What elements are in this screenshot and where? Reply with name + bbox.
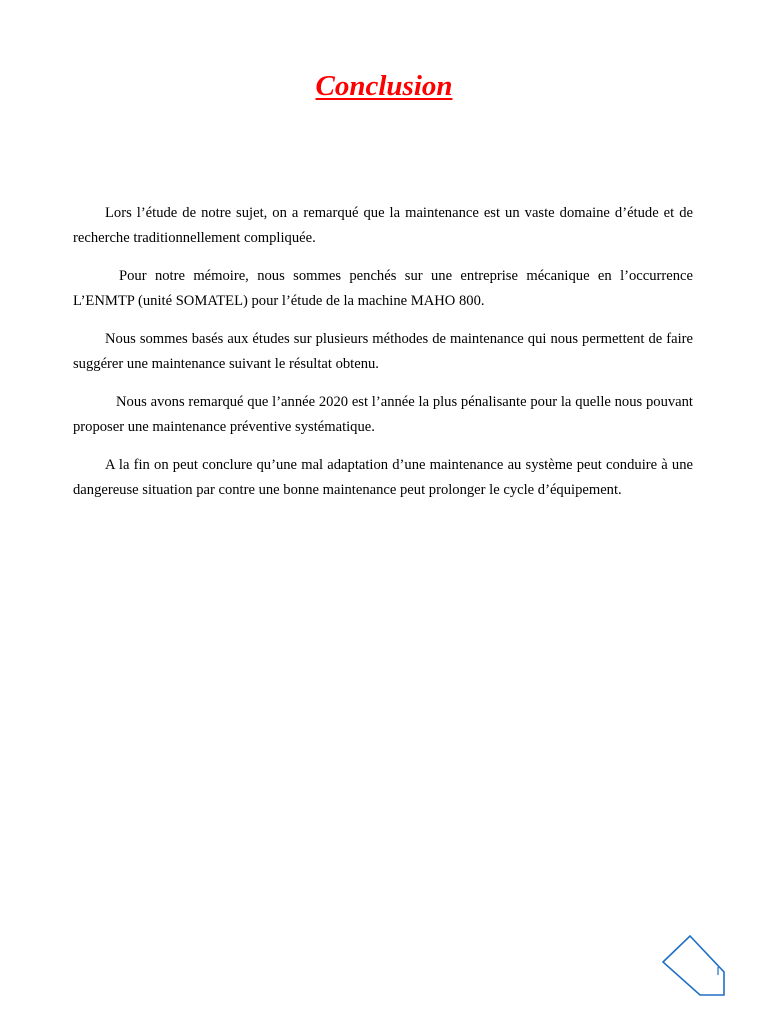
paragraph-1: Lors l’étude de notre sujet, on a remarqué que la maintenance est un vaste domaine d’étude et de recherche traditionnellement compliquée. <box>73 205 693 246</box>
paragraph-4: Nous avons remarqué que l’année 2020 est l’année la plus pénalisante pour la quelle nous pouvant proposer une maintenance préventive systématique. <box>73 394 693 435</box>
paragraph-2: Pour notre mémoire, nous sommes penchés sur une entreprise mécanique en l’occurrence L’ENMTP (unité SOMATEL) pour l’étude de la machine MAHO 800. <box>73 268 693 309</box>
page-corner-icon <box>660 934 730 1000</box>
conclusion-body <box>73 201 693 516</box>
paragraph-3: Nous sommes basés aux études sur plusieurs méthodes de maintenance qui nous permettent de faire suggérer une maintenance suivant le résultat obtenu. <box>73 331 693 372</box>
page-title: Conclusion <box>315 70 453 102</box>
paragraph-5: A la fin on peut conclure qu’une mal adaptation d’une maintenance au système peut conduire à une dangereuse situation par contre une bonne maintenance peut prolonger le cycle d’équipement. <box>73 457 693 498</box>
